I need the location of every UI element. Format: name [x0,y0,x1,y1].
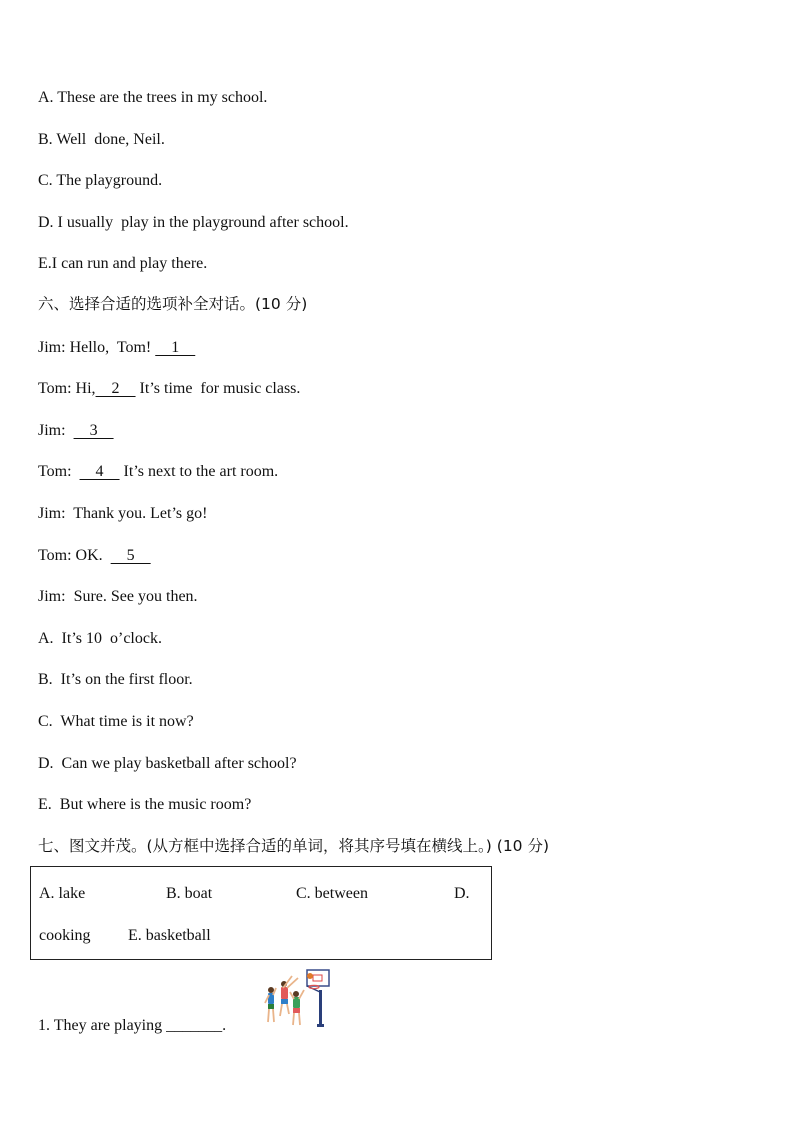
question-1-text: 1. They are playing [38,1017,167,1034]
answer-blank-3[interactable]: 3 [73,422,114,439]
section-6-option-b: B. It’s on the first floor. [38,671,193,688]
section-6-option-e: E. But where is the music room? [38,796,252,813]
question-1 [38,1016,226,1036]
word-option-b: B. boat [166,885,213,902]
basketball [307,973,313,979]
previous-option-c: C. The playground. [38,172,163,189]
word-option-c: C. between [296,885,368,902]
word-bank-box [30,866,492,960]
hoop-pole [319,990,322,1026]
speaker: Tom: [38,547,72,564]
word-option-d-letter: D. [454,885,470,902]
section-6-option-a: A. It’s 10 o’clock. [38,630,162,647]
dialogue-line-2 [38,379,300,399]
dialogue-text: Hi, [71,380,96,397]
dialogue-line-3 [38,421,114,441]
dialogue-text: Sure. See you then. [65,588,198,605]
dialogue-line-1 [38,338,195,358]
previous-option-b: B. Well done, Neil. [38,131,165,148]
word-option-a: A. lake [39,885,86,902]
section-7-heading: 七、图文并茂。(从方框中选择合适的单词，将其序号填在横线上。) (10 分) [38,837,550,855]
dialogue-line-4 [38,462,278,482]
previous-option-a: A. These are the trees in my school. [38,89,268,106]
section-6-option-c: C. What time is it now? [38,713,194,730]
dialogue-text: Hello, Tom! [65,339,156,356]
dialogue-text: OK. [71,547,111,564]
section-6-heading: 六、选择合适的选项补全对话。(10 分) [38,295,308,313]
speaker: Jim: [38,339,66,356]
speaker: Jim: [38,422,66,439]
answer-blank-2[interactable]: 2 [95,380,136,397]
question-1-blank[interactable]: _______. [166,1017,227,1034]
speaker: Jim: [38,505,66,522]
dialogue-line-6 [38,546,151,566]
dialogue-line-7 [38,587,198,607]
dialogue-line-5 [38,504,207,524]
dialogue-text [66,422,74,439]
section-6-option-d: D. Can we play basketball after school? [38,755,297,772]
previous-option-d: D. I usually play in the playground after school. [38,214,349,231]
answer-blank-5[interactable]: 5 [110,547,151,564]
speaker: Tom: [38,380,72,397]
speaker: Jim: [38,588,66,605]
speaker: Tom: [38,463,72,480]
dialogue-text: It’s next to the art room. [119,463,279,480]
basketball-players-illustration [262,968,332,1030]
answer-blank-1[interactable]: 1 [155,339,196,356]
word-option-e: E. basketball [128,927,211,944]
dialogue-text [72,463,80,480]
dialogue-text: Thank you. Let’s go! [65,505,208,522]
dialogue-text: It’s time for music class. [135,380,301,397]
answer-blank-4[interactable]: 4 [79,463,120,480]
previous-option-e: E.I can run and play there. [38,255,208,272]
word-option-d-text: cooking [39,927,91,944]
